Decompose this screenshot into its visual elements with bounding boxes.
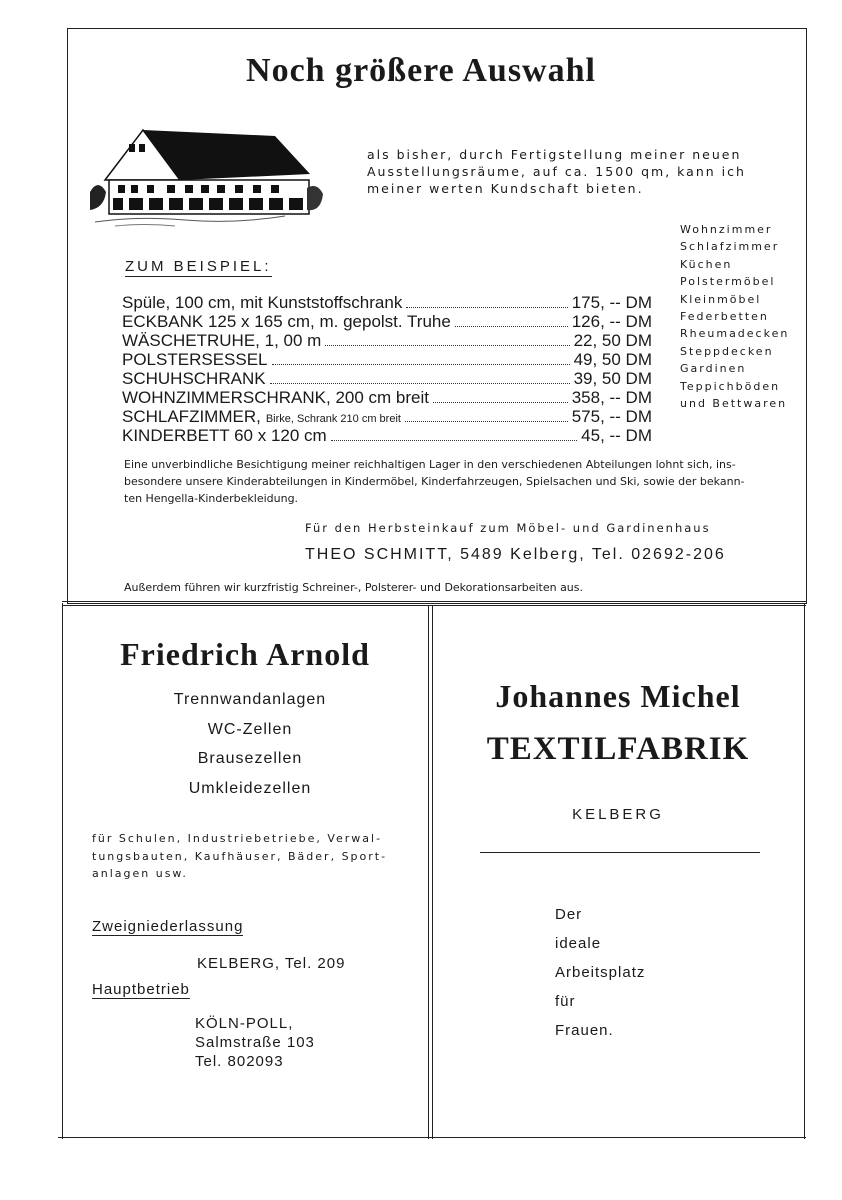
category-item: Polstermöbel xyxy=(680,275,776,289)
item-label: ECKBANK 125 x 165 cm, m. gepolst. Truhe xyxy=(122,312,451,331)
right-ad-name: Johannes Michel xyxy=(495,678,741,714)
leader-dots xyxy=(325,344,569,346)
for-line: tungsbauten, Kaufhäuser, Bäder, Sport- xyxy=(92,849,388,863)
store-building-illustration xyxy=(85,122,330,232)
item-label: Spüle, 100 cm, mit Kunststoffschrank xyxy=(122,293,403,312)
example-heading: ZUM BEISPIEL: xyxy=(125,258,272,275)
section-divider xyxy=(62,601,806,602)
bottom-border xyxy=(58,1137,806,1138)
note-line: ten Hengella-Kinderbekleidung. xyxy=(124,492,299,505)
for-line: anlagen usw. xyxy=(92,867,188,880)
item-price: 126, -- DM xyxy=(571,312,652,331)
item-label: WOHNZIMMERSCHRANK, 200 cm breit xyxy=(122,388,429,407)
item-label: KINDERBETT 60 x 120 cm xyxy=(122,426,327,445)
slogan-line: Der xyxy=(555,906,583,923)
intro-line: meiner werten Kundschaft bieten. xyxy=(367,181,644,196)
intro-line: als bisher, durch Fertigstellung meiner neuen xyxy=(367,147,742,162)
left-ad-border xyxy=(62,603,63,1139)
item-price: 575, -- DM xyxy=(571,407,652,426)
top-ad-headline: Noch größere Auswahl xyxy=(246,52,596,89)
item-label: WÄSCHETRUHE, 1, 00 m xyxy=(122,331,322,350)
price-row xyxy=(122,350,652,369)
item-label: POLSTERSESSEL xyxy=(122,350,268,369)
top-ad-tagline: Für den Herbsteinkauf zum Möbel- und Gardinenhaus xyxy=(305,521,711,535)
leader-dots xyxy=(331,439,577,441)
price-row xyxy=(122,407,652,426)
item-detail: Birke, Schrank 210 cm breit xyxy=(265,413,401,425)
hq-address xyxy=(195,1014,315,1071)
top-ad-contact: THEO SCHMITT, 5489 Kelberg, Tel. 02692-206 xyxy=(305,546,726,563)
slogan-line: ideale xyxy=(555,935,602,952)
price-row xyxy=(122,426,652,445)
item-price: 45, -- DM xyxy=(581,426,652,445)
category-item: Gardinen xyxy=(680,362,747,376)
slogan-line: für xyxy=(555,993,576,1010)
top-ad-intro xyxy=(367,146,777,197)
category-item: Teppichböden xyxy=(680,379,781,393)
price-row xyxy=(122,312,652,331)
product-item: Trennwandanlagen xyxy=(173,691,327,708)
leader-dots xyxy=(406,306,567,308)
top-ad-note xyxy=(124,456,794,507)
price-row xyxy=(122,388,652,407)
price-row xyxy=(122,293,652,312)
leader-dots xyxy=(433,401,568,403)
hq-line: KÖLN-POLL, xyxy=(195,1015,294,1032)
category-item: Federbetten xyxy=(680,310,769,324)
hq-line: Salmstraße 103 xyxy=(195,1034,315,1051)
branch-label: Zweigniederlassung xyxy=(92,918,244,935)
right-ad-slogan xyxy=(555,900,645,1045)
hq-line: Tel. 802093 xyxy=(195,1053,284,1070)
product-item: WC-Zellen xyxy=(207,720,293,738)
product-item: Brausezellen xyxy=(197,750,303,767)
right-ad-border xyxy=(804,603,805,1139)
slogan-line: Arbeitsplatz xyxy=(555,964,646,981)
category-item: Küchen xyxy=(680,257,733,271)
note-line: besondere unsere Kinderabteilungen in Kindermöbel, Kinderfahrzeugen, Spielsachen und Ski, sowie der bekann- xyxy=(124,475,745,488)
leader-dots xyxy=(272,363,570,365)
leader-dots xyxy=(405,420,568,422)
right-ad-rule xyxy=(480,852,760,853)
item-label: SCHUHSCHRANK xyxy=(122,369,266,388)
leader-dots xyxy=(270,382,570,384)
category-item: Wohnzimmer xyxy=(680,223,773,236)
branch-value: KELBERG, Tel. 209 xyxy=(197,955,346,972)
item-price: 358, -- DM xyxy=(571,388,652,407)
category-item: Kleinmöbel xyxy=(680,292,762,306)
category-item: Schlafzimmer xyxy=(680,240,780,254)
right-ad-type: TEXTILFABRIK xyxy=(486,731,750,767)
right-ad-place: KELBERG xyxy=(572,806,664,823)
category-list xyxy=(680,221,789,412)
category-item: und Bettwaren xyxy=(680,397,788,411)
slogan-line: Frauen. xyxy=(555,1022,614,1039)
item-price: 175, -- DM xyxy=(571,293,652,312)
hq-label: Hauptbetrieb xyxy=(92,981,190,998)
note-line: Eine unverbindliche Besichtigung meiner reichhaltigen Lager in den verschiedenen Abteilungen lohnt sich, ins- xyxy=(124,458,736,471)
category-item: Rheumadecken xyxy=(680,327,790,341)
left-ad-name: Friedrich Arnold xyxy=(120,636,370,672)
item-price: 22, 50 DM xyxy=(573,331,652,350)
top-ad-footer: Außerdem führen wir kurzfristig Schreiner-, Polsterer- und Dekorationsarbeiten aus. xyxy=(124,581,584,594)
price-row xyxy=(122,369,652,388)
intro-line: Ausstellungsräume, auf ca. 1500 qm, kann ich xyxy=(367,164,746,179)
item-price: 49, 50 DM xyxy=(573,350,652,369)
for-line: für Schulen, Industriebetriebe, Verwal- xyxy=(92,832,383,845)
leader-dots xyxy=(455,325,568,327)
category-item: Steppdecken xyxy=(680,344,774,358)
price-row xyxy=(122,331,652,350)
product-item: Umkleidezellen xyxy=(188,779,312,797)
left-ad-for-text xyxy=(92,830,387,883)
section-divider-2 xyxy=(62,605,806,606)
item-price: 39, 50 DM xyxy=(573,369,652,388)
left-ad-products xyxy=(62,685,438,803)
item-label: SCHLAFZIMMER, xyxy=(122,407,261,426)
